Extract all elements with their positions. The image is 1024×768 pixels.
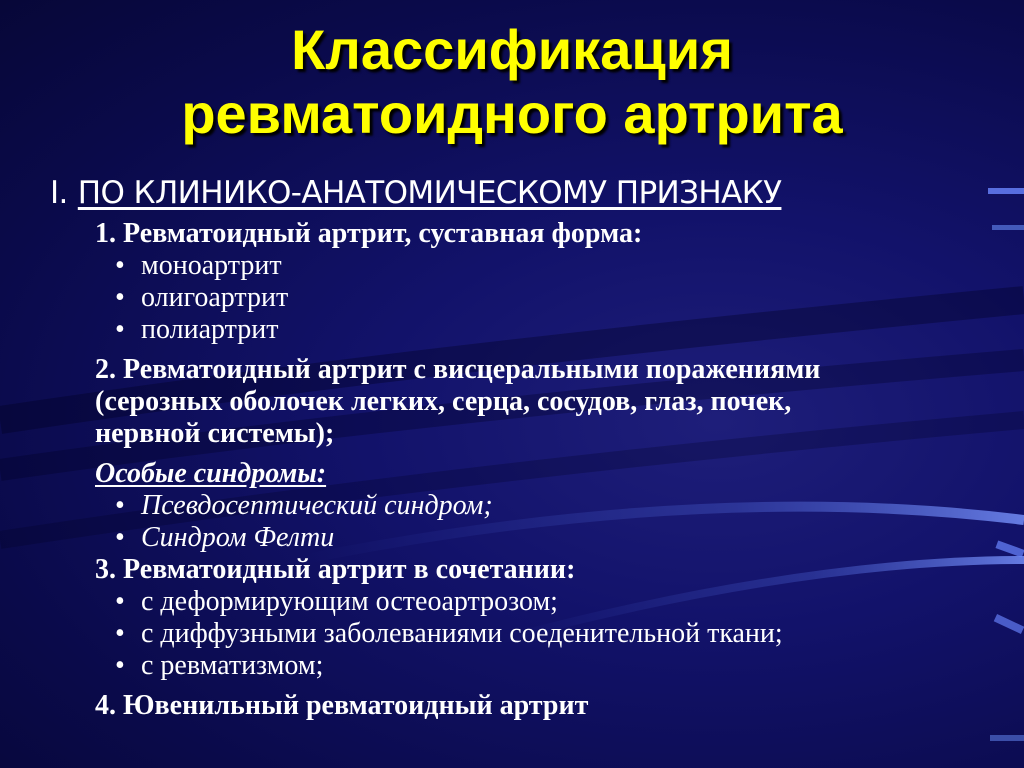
- title-line-2: ревматоидного артрита: [181, 82, 843, 145]
- section-heading: [50, 173, 781, 213]
- section-number: I.: [50, 175, 68, 211]
- item-2-line-2: (серозных оболочек легких, серца, сосудов, глаз, почек,: [95, 386, 792, 417]
- list-item: [95, 490, 995, 522]
- list-item-text: полиартрит: [141, 314, 279, 345]
- bullet: •: [115, 314, 125, 345]
- list-item-text: Синдром Фелти: [141, 522, 335, 553]
- section-title: ПО КЛИНИКО-АНАТОМИЧЕСКОМУ ПРИЗНАКУ: [77, 175, 782, 211]
- list-item-text: с деформирующим остеоартрозом;: [141, 586, 558, 617]
- bullet: •: [115, 522, 125, 553]
- list-item: [95, 586, 995, 618]
- bullet: •: [115, 586, 125, 617]
- list-item: [95, 522, 995, 554]
- list-item: [95, 250, 995, 282]
- classification-list: [95, 218, 995, 722]
- slide-title: [0, 18, 1024, 146]
- bullet: •: [115, 650, 125, 681]
- title-line-1: Классификация: [291, 18, 733, 81]
- list-item-text: олигоартрит: [141, 282, 289, 313]
- item-1-heading: 1. Ревматоидный артрит, суставная форма:: [95, 218, 643, 249]
- bullet: •: [115, 282, 125, 313]
- list-item-text: моноартрит: [141, 250, 282, 281]
- list-item-text: Псевдосептический синдром;: [141, 490, 493, 521]
- list-item: [95, 650, 995, 682]
- item-2-line-1: 2. Ревматоидный артрит с висцеральными поражениями: [95, 354, 821, 385]
- list-item: [95, 618, 995, 650]
- item-2-line-3: нервной системы);: [95, 418, 335, 449]
- list-item-text: с диффузными заболеваниями соеденительной ткани;: [141, 618, 783, 649]
- item-3-heading: 3. Ревматоидный артрит в сочетании:: [95, 554, 576, 585]
- list-item: [95, 314, 995, 346]
- list-item-text: с ревматизмом;: [141, 650, 324, 681]
- bullet: •: [115, 490, 125, 521]
- special-syndromes-heading: Особые синдромы:: [95, 458, 327, 489]
- list-item: [95, 282, 995, 314]
- bullet: •: [115, 618, 125, 649]
- item-4-heading: 4. Ювенильный ревматоидный артрит: [95, 690, 589, 721]
- bullet: •: [115, 250, 125, 281]
